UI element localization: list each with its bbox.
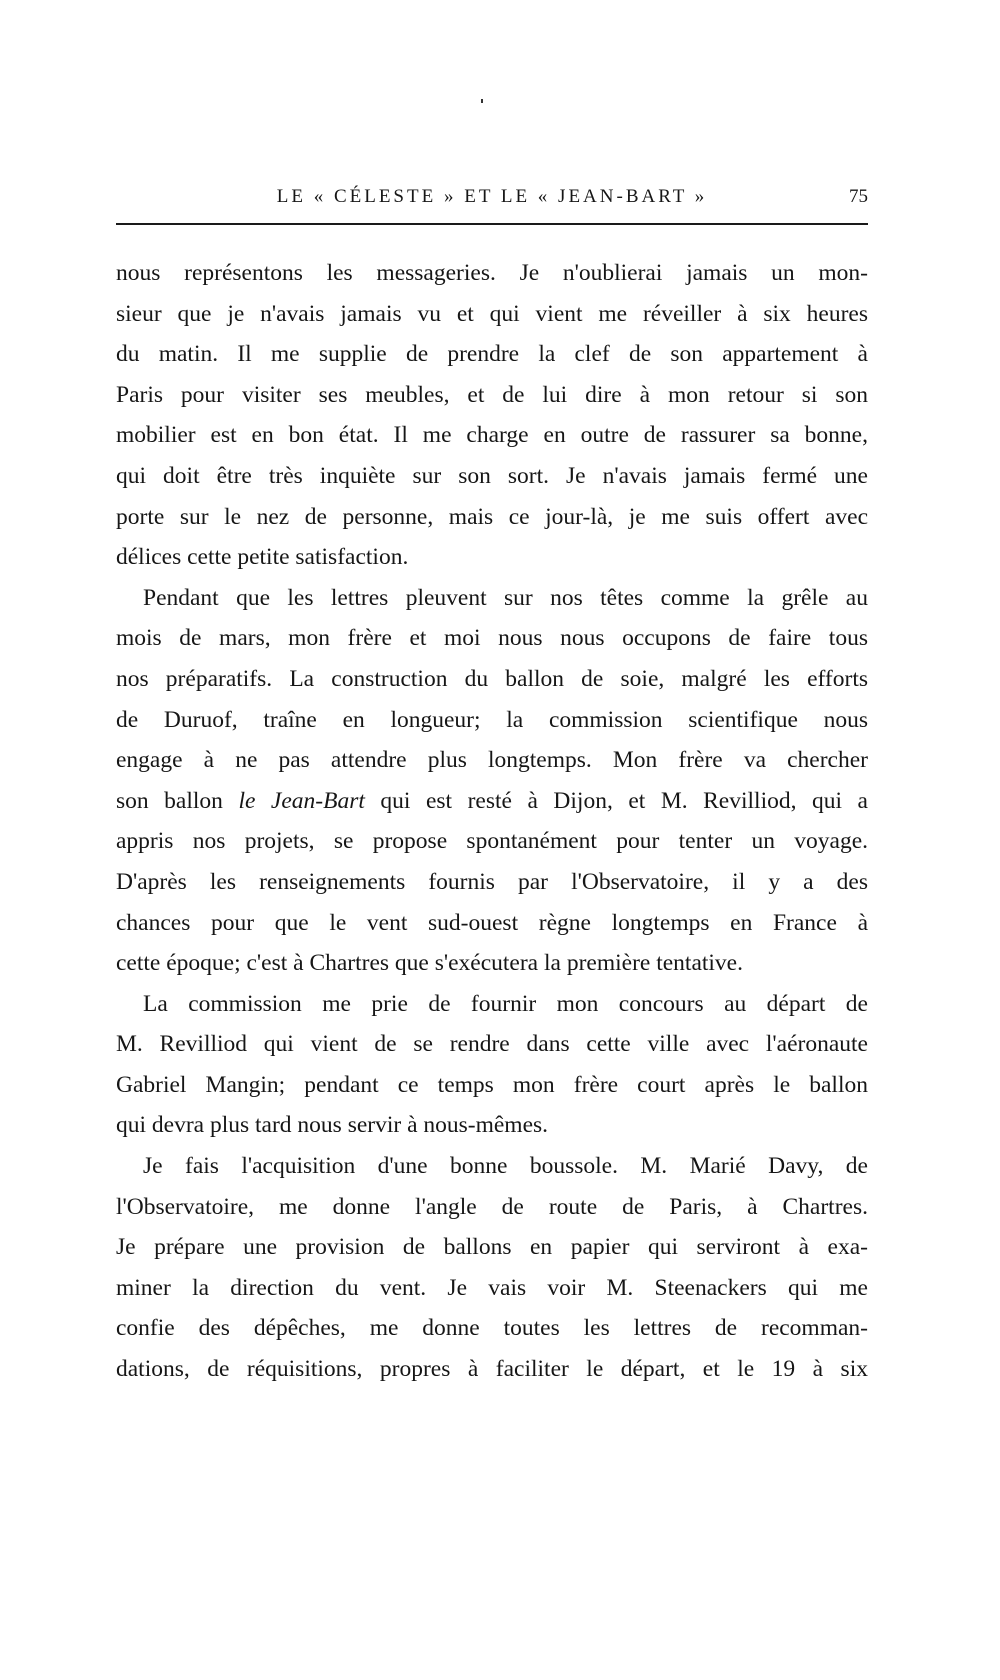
text-line: La commission me prie de fournir mon concours au départ de (143, 990, 868, 1017)
text-line: appris nos projets, se propose spontanément pour tenter un voyage. (116, 828, 868, 855)
text-line: D'après les renseignements fournis par l'Observatoire, il y a des (116, 868, 868, 895)
text-line: dations, de réquisitions, propres à faciliter le départ, et le 19 à six (116, 1356, 868, 1383)
ink-speck (481, 99, 483, 103)
text-line: porte sur le nez de personne, mais ce jour-là, je me suis offert avec (116, 503, 868, 530)
text-line: Gabriel Mangin; pendant ce temps mon frère court après le ballon (116, 1071, 868, 1098)
text-line: l'Observatoire, me donne l'angle de route de Paris, à Chartres. (116, 1193, 868, 1220)
text-line: de Duruof, traîne en longueur; la commission scientifique nous (116, 706, 868, 733)
text-line: sieur que je n'avais jamais vu et qui vient me réveiller à six heures (116, 300, 868, 327)
page-number: 75 (849, 186, 868, 207)
body-text (116, 253, 868, 1390)
text-line: chances pour que le vent sud-ouest règne longtemps en France à (116, 909, 868, 936)
text-line: mobilier est en bon état. Il me charge en outre de rassurer sa bonne, (116, 422, 868, 449)
paragraph (116, 984, 868, 1146)
text-line: confie des dépêches, me donne toutes les lettres de recomman- (116, 1315, 868, 1342)
paragraph (116, 1146, 868, 1390)
text-segment: son ballon (116, 787, 239, 814)
running-head (116, 182, 868, 212)
text-line: Pendant que les lettres pleuvent sur nos têtes comme la grêle au (143, 584, 868, 611)
text-segment: qui est resté à Dijon, et M. Revilliod, qui a (364, 787, 868, 814)
text-line: miner la direction du vent. Je vais voir M. Steenackers qui me (116, 1274, 868, 1301)
text-line: Paris pour visiter ses meubles, et de lui dire à mon retour si son (116, 381, 868, 408)
text-line: qui doit être très inquiète sur son sort. Je n'avais jamais fermé une (116, 462, 868, 489)
text-line: Je fais l'acquisition d'une bonne boussole. M. Marié Davy, de (143, 1153, 868, 1180)
text-line: du matin. Il me supplie de prendre la clef de son appartement à (116, 341, 868, 368)
text-line: nous représentons les messageries. Je n'oublierai jamais un mon- (116, 260, 868, 286)
text-line: qui devra plus tard nous servir à nous-mêmes. (116, 1112, 549, 1139)
text-line: Je prépare une provision de ballons en papier qui serviront à exa- (116, 1234, 868, 1261)
text-line: cette époque; c'est à Chartres que s'exécutera la première tentative. (116, 950, 743, 977)
paragraph (116, 253, 868, 578)
paragraph (116, 578, 868, 984)
text-line: engage à ne pas attendre plus longtemps. Mon frère va chercher (116, 747, 868, 774)
italic-title: le Jean-Bart (238, 787, 365, 814)
text-line: délices cette petite satisfaction. (116, 544, 409, 571)
running-title: LE « CÉLESTE » ET LE « JEAN-BART » (276, 186, 708, 207)
header-rule (116, 223, 868, 225)
text-line: nos préparatifs. La construction du ballon de soie, malgré les efforts (116, 665, 868, 692)
text-line: M. Revilliod qui vient de se rendre dans cette ville avec l'aéronaute (116, 1031, 868, 1058)
text-line: mois de mars, mon frère et moi nous nous occupons de faire tous (116, 625, 868, 652)
text-line (116, 781, 868, 822)
